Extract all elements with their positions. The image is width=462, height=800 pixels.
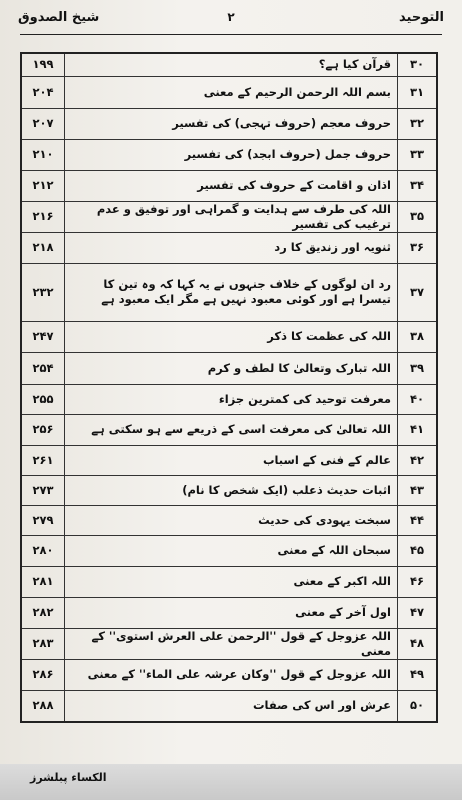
- chapter-title: اذان و اقامت کے حروف کی تفسیر: [65, 170, 398, 201]
- header-page-number: ۲: [227, 10, 235, 24]
- chapter-title: اللہ کی طرف سے ہدایت و گمراہی اور توفیق و عدم ترغیب کی تفسیر: [65, 201, 398, 232]
- chapter-title: رد ان لوگوں کے خلاف جنہوں نے یہ کہا کہ وہ تین کا تیسرا ہے اور کوئی معبود نہیں ہے مگر ایک معبود ہے: [65, 263, 398, 321]
- chapter-number: ۳۲: [398, 108, 438, 139]
- chapter-number: ۴۳: [398, 475, 438, 505]
- chapter-page: ۲۵۵: [21, 384, 65, 414]
- chapter-number: ۴۱: [398, 414, 438, 445]
- contents-row: [21, 232, 437, 263]
- chapter-page: ۲۶۱: [21, 445, 65, 475]
- contents-row: [21, 414, 437, 445]
- chapter-title: اللہ عزوجل کے قول ''وکان عرشہ علی الماء'' کے معنی: [65, 659, 398, 690]
- chapter-page: ۲۸۳: [21, 628, 65, 659]
- chapter-title: قرآن کیا ہے؟: [65, 53, 398, 76]
- contents-row: [21, 566, 437, 597]
- chapter-title: عالم کے فنی کے اسباب: [65, 445, 398, 475]
- chapter-page: ۲۸۶: [21, 659, 65, 690]
- contents-row: [21, 659, 437, 690]
- chapter-page: ۲۱۸: [21, 232, 65, 263]
- chapter-number: ۴۰: [398, 384, 438, 414]
- chapter-number: ۵۰: [398, 690, 438, 722]
- chapter-title: بسم اللہ الرحمن الرحیم کے معنی: [65, 76, 398, 108]
- chapter-number: ۳۹: [398, 352, 438, 384]
- contents-row: [21, 475, 437, 505]
- chapter-title: حروف جمل (حروف ابجد) کی تفسیر: [65, 139, 398, 170]
- chapter-title: حروف معجم (حروف تہجی) کی تفسیر: [65, 108, 398, 139]
- chapter-title: اللہ عزوجل کے قول ''الرحمن علی العرش استوی'' کے معنی: [65, 628, 398, 659]
- chapter-page: ۲۱۶: [21, 201, 65, 232]
- chapter-title: اللہ کی عظمت کا ذکر: [65, 321, 398, 352]
- chapter-title: اول آخر کے معنی: [65, 597, 398, 628]
- contents-row: [21, 352, 437, 384]
- contents-row: [21, 597, 437, 628]
- chapter-title: ثنویہ اور زندیق کا رد: [65, 232, 398, 263]
- contents-row: [21, 139, 437, 170]
- chapter-number: ۳۶: [398, 232, 438, 263]
- chapter-title: معرفت توحید کی کمترین جزاء: [65, 384, 398, 414]
- contents-row: [21, 445, 437, 475]
- contents-row: [21, 505, 437, 535]
- chapter-title: اللہ تبارک وتعالیٰ کا لطف و کرم: [65, 352, 398, 384]
- chapter-number: ۳۷: [398, 263, 438, 321]
- chapter-page: ۲۱۲: [21, 170, 65, 201]
- chapter-title: عرش اور اس کی صفات: [65, 690, 398, 722]
- chapter-page: ۲۷۳: [21, 475, 65, 505]
- chapter-number: ۳۵: [398, 201, 438, 232]
- chapter-title: اللہ تعالیٰ کی معرفت اسی کے ذریعے سے ہو سکتی ہے: [65, 414, 398, 445]
- contents-row: [21, 384, 437, 414]
- chapter-page: ۲۱۰: [21, 139, 65, 170]
- publisher-name: الکساء پبلشرز: [30, 771, 107, 784]
- chapter-page: ۲۷۹: [21, 505, 65, 535]
- chapter-number: ۳۰: [398, 53, 438, 76]
- contents-row: [21, 170, 437, 201]
- header-divider: [20, 34, 442, 35]
- chapter-number: ۳۴: [398, 170, 438, 201]
- chapter-title: اثبات حدیث ذعلب (ایک شخص کا نام): [65, 475, 398, 505]
- chapter-page: ۲۸۲: [21, 597, 65, 628]
- header-author: شیخ الصدوق: [18, 10, 100, 25]
- chapter-page: ۲۵۶: [21, 414, 65, 445]
- chapter-page: ۱۹۹: [21, 53, 65, 76]
- chapter-page: ۲۰۷: [21, 108, 65, 139]
- contents-row: [21, 263, 437, 321]
- chapter-title: سبخت یہودی کی حدیث: [65, 505, 398, 535]
- chapter-number: ۳۱: [398, 76, 438, 108]
- chapter-number: ۴۸: [398, 628, 438, 659]
- contents-row: [21, 76, 437, 108]
- contents-table: [20, 52, 438, 723]
- chapter-number: ۴۵: [398, 535, 438, 566]
- chapter-number: ۴۴: [398, 505, 438, 535]
- chapter-page: ۲۸۰: [21, 535, 65, 566]
- page-footer: [0, 764, 462, 800]
- chapter-page: ۲۵۴: [21, 352, 65, 384]
- chapter-page: ۲۰۴: [21, 76, 65, 108]
- chapter-page: ۲۸۸: [21, 690, 65, 722]
- contents-row: [21, 535, 437, 566]
- chapter-number: ۴۲: [398, 445, 438, 475]
- chapter-title: سبحان اللہ کے معنی: [65, 535, 398, 566]
- chapter-number: ۴۶: [398, 566, 438, 597]
- chapter-number: ۳۳: [398, 139, 438, 170]
- chapter-number: ۳۸: [398, 321, 438, 352]
- contents-row: [21, 201, 437, 232]
- chapter-page: ۲۴۷: [21, 321, 65, 352]
- contents-row: [21, 690, 437, 722]
- contents-row: [21, 321, 437, 352]
- contents-row: [21, 53, 437, 76]
- chapter-title: اللہ اکبر کے معنی: [65, 566, 398, 597]
- contents-row: [21, 108, 437, 139]
- chapter-number: ۴۹: [398, 659, 438, 690]
- page-header: [18, 10, 444, 32]
- contents-row: [21, 628, 437, 659]
- chapter-number: ۴۷: [398, 597, 438, 628]
- chapter-page: ۲۸۱: [21, 566, 65, 597]
- chapter-page: ۲۳۲: [21, 263, 65, 321]
- header-book-title: التوحید: [399, 10, 444, 25]
